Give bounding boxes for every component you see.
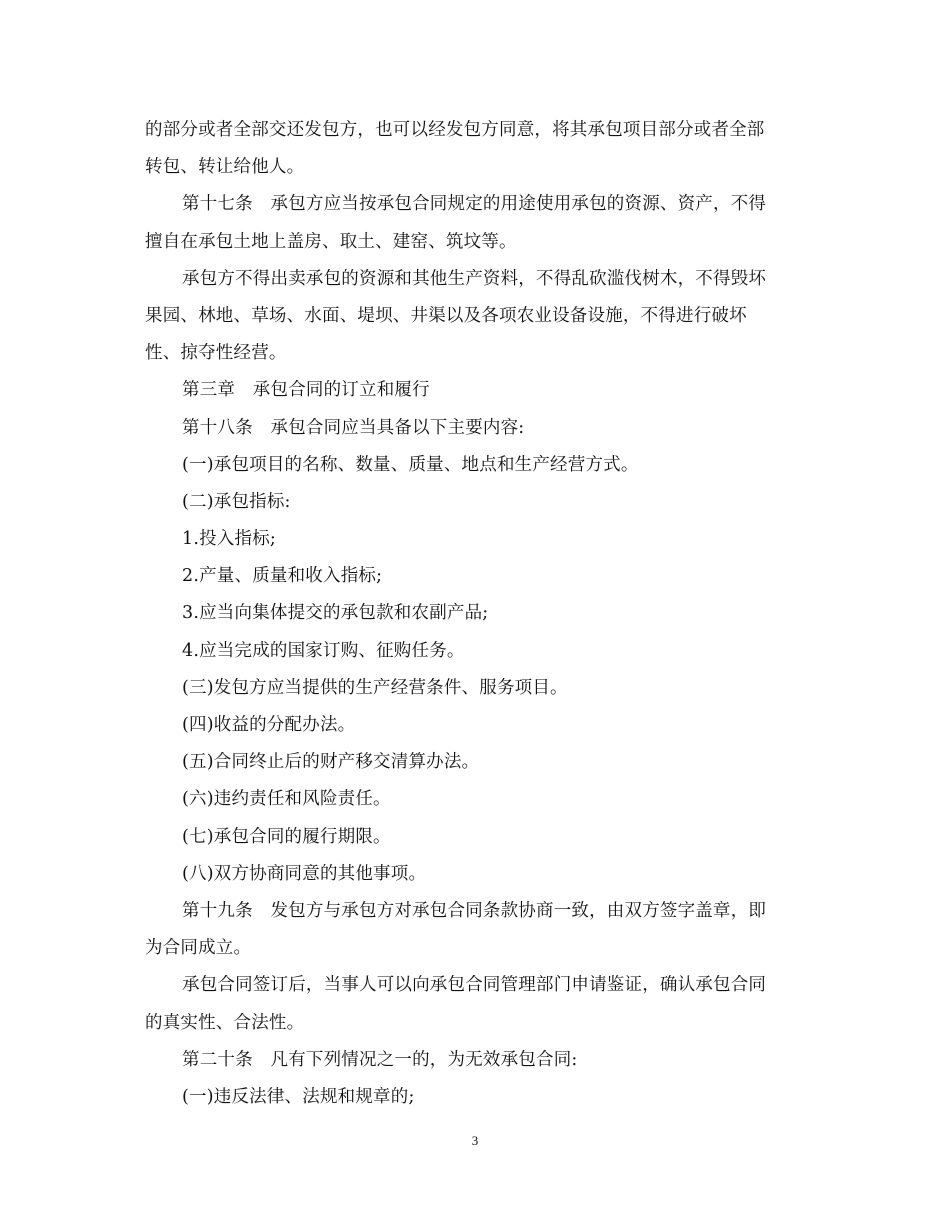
list-item: (七)承包合同的履行期限。 bbox=[182, 826, 391, 847]
list-item: 2.产量、质量和收入指标; bbox=[182, 566, 383, 587]
text-line: 转包、转让给他人。 bbox=[145, 157, 305, 178]
article-20-heading: 第二十条 凡有下列情况之一的，为无效承包合同: bbox=[182, 1049, 578, 1070]
list-item: (一)承包项目的名称、数量、质量、地点和生产经营方式。 bbox=[182, 454, 639, 475]
article-17-heading: 第十七条 承包方应当按承包合同规定的用途使用承包的资源、资产，不得 bbox=[182, 194, 767, 215]
list-item: 4.应当完成的国家订购、征购任务。 bbox=[182, 640, 465, 661]
chapter-3-heading: 第三章 承包合同的订立和履行 bbox=[182, 380, 430, 401]
text-line: 擅自在承包土地上盖房、取土、建窑、筑坟等。 bbox=[145, 231, 517, 252]
list-item: (四)收益的分配办法。 bbox=[182, 715, 356, 735]
list-item: (一)违反法律、法规和规章的; bbox=[182, 1086, 415, 1107]
list-item: 1.投入指标; bbox=[182, 529, 276, 550]
text-line: 果园、林地、草场、水面、堤坝、井渠以及各项农业设备设施，不得进行破坏 bbox=[145, 305, 747, 326]
text-line: 的部分或者全部交还发包方，也可以经发包方同意，将其承包项目部分或者全部 bbox=[145, 120, 765, 140]
list-item: (六)违约责任和风险责任。 bbox=[182, 789, 391, 810]
text-line: 性、掠夺性经营。 bbox=[145, 343, 287, 364]
text-line: 的真实性、合法性。 bbox=[145, 1012, 305, 1033]
article-18-heading: 第十八条 承包合同应当具备以下主要内容: bbox=[182, 417, 525, 438]
text-line: 承包方不得出卖承包的资源和其他生产资料，不得乱砍滥伐树木，不得毁坏 bbox=[182, 268, 767, 289]
list-item: (二)承包指标: bbox=[182, 491, 291, 512]
document-body bbox=[145, 112, 805, 1116]
text-line: 承包合同签订后，当事人可以向承包合同管理部门申请鉴证，确认承包合同 bbox=[182, 975, 767, 996]
article-19-heading: 第十九条 发包方与承包方对承包合同条款协商一致，由双方签字盖章，即 bbox=[182, 900, 767, 921]
list-item: (八)双方协商同意的其他事项。 bbox=[182, 863, 427, 884]
list-item: 3.应当向集体提交的承包款和农副产品; bbox=[182, 603, 489, 624]
text-line: 为合同成立。 bbox=[145, 938, 252, 959]
list-item: (三)发包方应当提供的生产经营条件、服务项目。 bbox=[182, 677, 568, 698]
list-item: (五)合同终止后的财产移交清算办法。 bbox=[182, 752, 480, 773]
page-number: 3 bbox=[471, 1133, 479, 1148]
